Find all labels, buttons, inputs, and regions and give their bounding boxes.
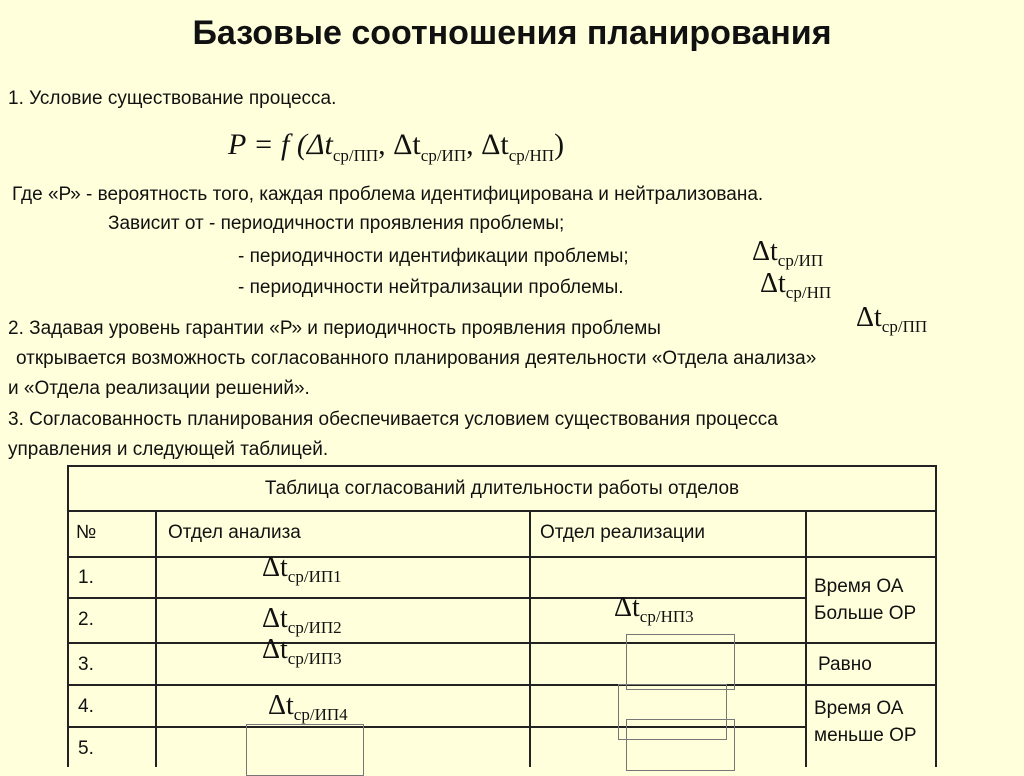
depends-item-2: - периодичности идентификации проблемы; (238, 246, 629, 267)
placeholder-frame (626, 634, 735, 690)
subscript: ср/ИП (777, 251, 824, 270)
delta: Δt (262, 603, 288, 634)
paragraph-3a: 3. Согласованность планирования обеспечивается условием существования процесса (8, 409, 778, 430)
delta: Δt (262, 634, 288, 665)
formula-sub: ср/ПП (332, 146, 379, 165)
row-number: 3. (78, 654, 94, 675)
row-number: 1. (78, 567, 94, 588)
delta-np (760, 268, 831, 303)
subscript: ср/ИП2 (287, 618, 342, 637)
row-number: 5. (78, 738, 94, 759)
paragraph-2b: открывается возможность согласованного планирования деятельности «Отдела анализа» (16, 348, 817, 369)
note-more: Время ОА Больше ОР (814, 576, 917, 624)
delta-ip (752, 236, 823, 271)
delta: Δt (760, 268, 786, 299)
formula (228, 128, 564, 166)
subscript: ср/ПП (881, 317, 928, 336)
depends-item-3: - периодичности нейтрализации проблемы. (238, 277, 624, 298)
where-text: Где «Р» - вероятность того, каждая проблема идентифицирована и нейтрализована. (12, 184, 764, 205)
paragraph-3b: управления и следующей таблицей. (8, 439, 329, 460)
delta: Δt (268, 690, 294, 721)
depends-text: Зависит от - периодичности проявления проблемы; (108, 213, 565, 234)
formula-sub: ср/НП (508, 146, 555, 165)
delta: Δt (262, 552, 288, 583)
delta: Δt (614, 592, 640, 623)
header-realization: Отдел реализации (540, 522, 706, 543)
formula-lhs: P = f ( (228, 128, 307, 161)
formula-close: ) (554, 128, 565, 161)
subscript: ср/НП (785, 283, 832, 302)
placeholder-frame (246, 724, 364, 776)
header-analysis: Отдел анализа (168, 522, 301, 543)
header-number: № (76, 522, 97, 543)
placeholder-frame (626, 719, 735, 771)
analysis-cell (262, 603, 342, 638)
note-less: Время ОА меньше ОР (814, 698, 917, 746)
formula-sub: ср/ИП (420, 146, 467, 165)
delta: Δt (856, 302, 882, 333)
analysis-cell (262, 634, 342, 669)
subscript: ср/ИП3 (287, 649, 342, 668)
subscript: ср/ИП1 (287, 567, 342, 586)
subscript: ср/НП3 (639, 607, 694, 626)
row-number: 2. (78, 609, 94, 630)
realization-cell (614, 592, 694, 627)
formula-term: Δt (306, 128, 333, 161)
subscript: ср/ИП4 (293, 705, 348, 724)
analysis-cell (268, 690, 348, 725)
delta: Δt (752, 236, 778, 267)
paragraph-1: 1. Условие существование процесса. (8, 88, 337, 109)
slide-title: Базовые соотношения планирования (192, 14, 832, 52)
formula-term: , Δt (466, 128, 509, 161)
note-equal: Равно (818, 654, 872, 675)
analysis-cell (262, 552, 342, 587)
table-caption: Таблица согласований длительности работы отделов (264, 478, 740, 499)
paragraph-2c: и «Отдела реализации решений». (8, 378, 310, 399)
paragraph-2a: 2. Задавая уровень гарантии «Р» и периодичность проявления проблемы (8, 318, 661, 339)
row-number: 4. (78, 696, 94, 717)
formula-term: , Δt (378, 128, 421, 161)
delta-pp (856, 302, 927, 337)
